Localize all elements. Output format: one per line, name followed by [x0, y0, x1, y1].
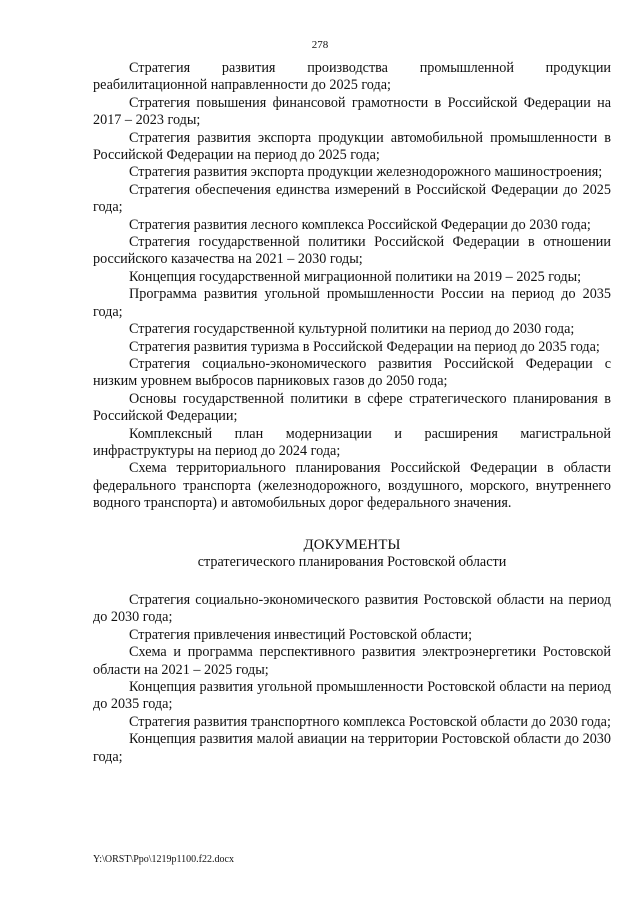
list-item: Стратегия обеспечения единства измерений в Российской Федерации до 2025 года; — [93, 181, 611, 216]
list-item: Стратегия развития экспорта продукции железнодорожного машиностроения; — [129, 164, 603, 181]
list-item: Стратегия развития производства промышленной продукции реабилитационной направленности до 2025 года; — [93, 60, 611, 94]
list-item: Стратегия государственной политики Российской Федерации в отношении российского казачества на 2021 – 2030 годы; — [93, 234, 611, 268]
list-item: Программа развития угольной промышленности России на период до 2035 года; — [93, 286, 611, 320]
list-item: Схема территориального планирования Российской Федерации в области федерального транспорта (железнодорожного, воздушного, морского, внутреннего водного транспорта) и автомобильных дорог федерального значения. — [93, 460, 611, 512]
list-item: Стратегия социально-экономического развития Российской Федерации с низким уровнем выбросов парниковых газов до 2050 года; — [93, 355, 611, 390]
page-number: 278 — [311, 39, 329, 51]
list-item: Стратегия государственной культурной политики на период до 2030 года; — [129, 321, 575, 338]
section-subheading: стратегического планирования Ростовской области — [197, 553, 507, 570]
list-item: Стратегия социально-экономического развития Ростовской области на период до 2030 года; — [93, 591, 611, 626]
list-item: Комплексный план модернизации и расширения магистральной инфраструктуры на период до 2024 года; — [93, 425, 611, 459]
regional-documents-list — [93, 592, 611, 766]
list-item: Стратегия развития лесного комплекса Российской Федерации до 2030 года; — [129, 216, 591, 233]
page-content — [93, 60, 611, 766]
list-item: Стратегия повышения финансовой грамотности в Российской Федерации на 2017 – 2023 годы; — [93, 94, 611, 129]
list-item: Схема и программа перспективного развития электроэнергетики Ростовской области на 2021 – 2025 годы; — [93, 644, 611, 678]
list-item: Стратегия развития туризма в Российской Федерации на период до 2035 года; — [129, 338, 600, 355]
list-item: Основы государственной политики в сфере стратегического планирования в Российской Федерации; — [93, 390, 611, 425]
list-item: Концепция развития угольной промышленности Ростовской области на период до 2035 года; — [93, 679, 611, 713]
federal-documents-list — [93, 60, 611, 513]
list-item: Концепция государственной миграционной политики на 2019 – 2025 годы; — [129, 268, 582, 285]
list-item: Стратегия развития экспорта продукции автомобильной промышленности в Российской Федерации на период до 2025 года; — [93, 129, 611, 164]
list-item: Стратегия привлечения инвестиций Ростовской области; — [129, 626, 473, 643]
file-path-footer: Y:\ORST\Ppo\1219p1100.f22.docx — [93, 854, 234, 865]
list-item: Концепция развития малой авиации на территории Ростовской области до 2030 года; — [93, 731, 611, 765]
section-heading: ДОКУМЕНТЫ — [303, 536, 401, 553]
list-item: Стратегия развития транспортного комплекса Ростовской области до 2030 года; — [129, 713, 611, 730]
